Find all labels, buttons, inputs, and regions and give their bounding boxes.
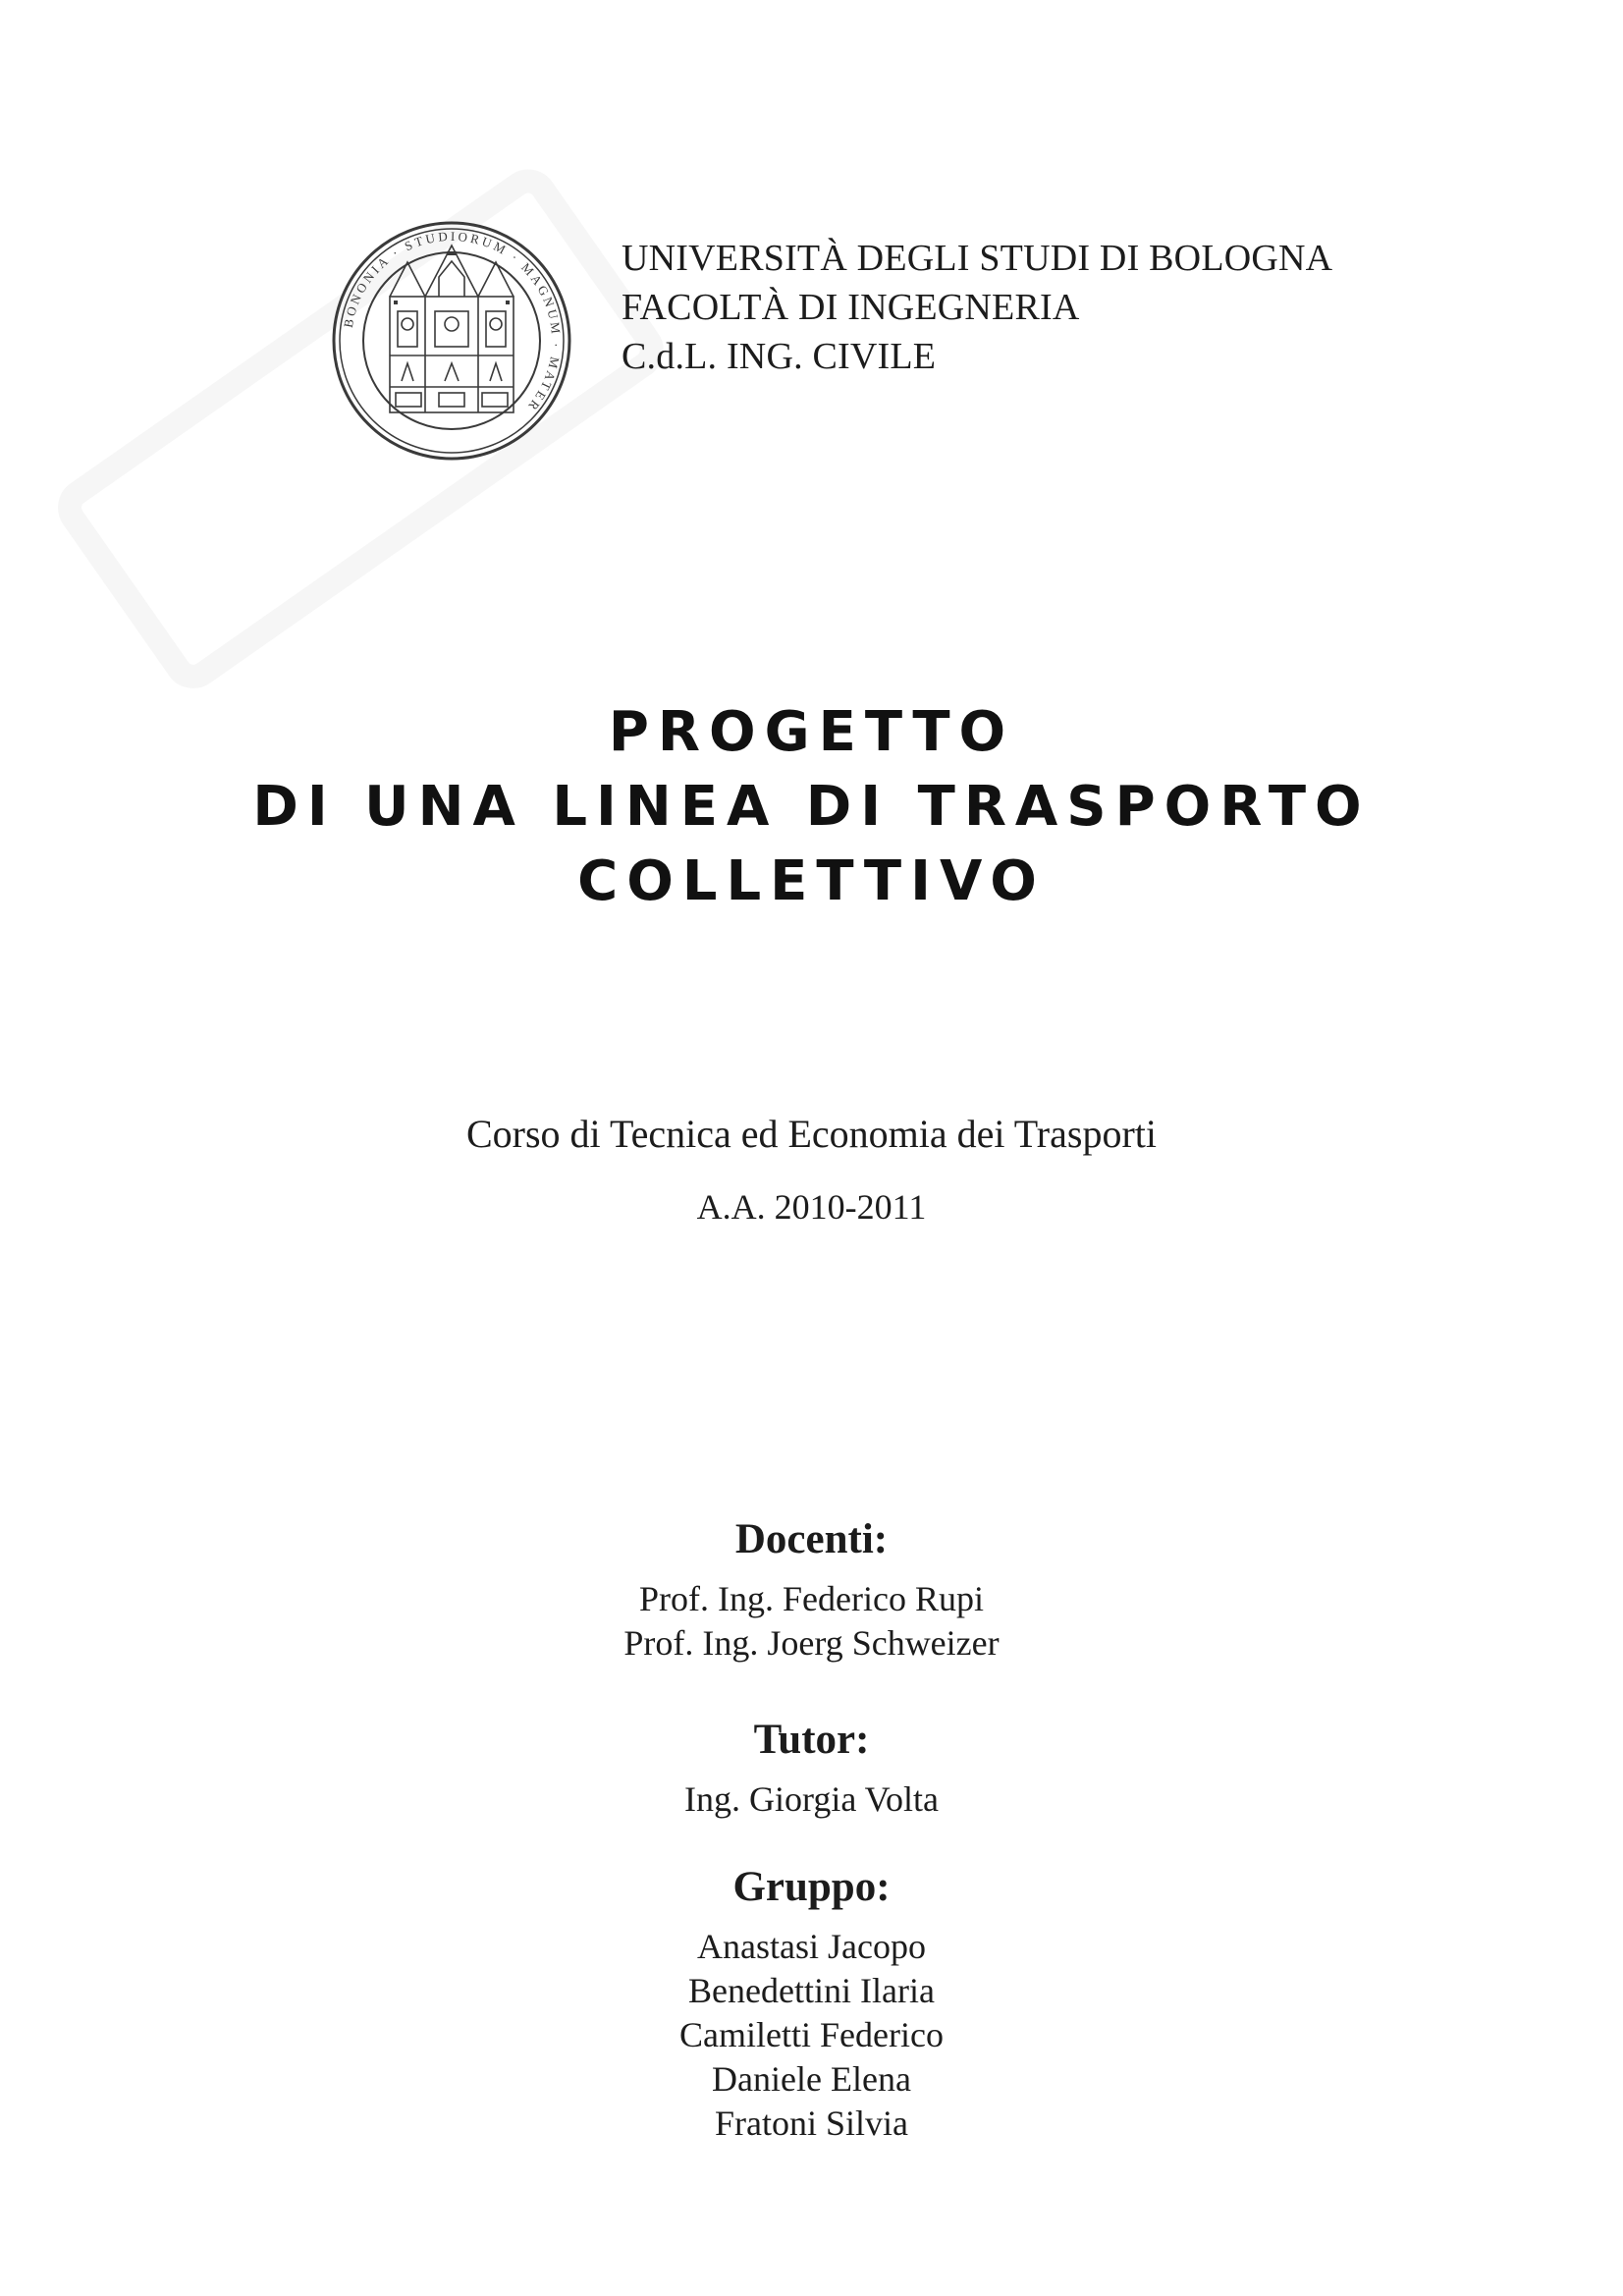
faculty-name: FACOLTÀ DI INGEGNERIA bbox=[622, 287, 1080, 328]
tutor-section bbox=[0, 1713, 1623, 1822]
tutor-name: Ing. Giorgia Volta bbox=[684, 1779, 939, 1819]
docente-name: Prof. Ing. Joerg Schweizer bbox=[623, 1623, 1000, 1663]
group-member-name: Daniele Elena bbox=[712, 2059, 911, 2099]
institution-header bbox=[622, 234, 1332, 381]
docenti-section bbox=[0, 1512, 1623, 1666]
docenti-heading: Docenti: bbox=[734, 1516, 889, 1562]
group-member-name: Fratoni Silvia bbox=[715, 2104, 908, 2143]
title-line-3: COLLETTIVO bbox=[577, 849, 1046, 913]
group-member-name: Anastasi Jacopo bbox=[697, 1927, 926, 1966]
academic-year: A.A. 2010-2011 bbox=[696, 1187, 927, 1227]
title-line-2: DI UNA LINEA DI TRASPORTO bbox=[252, 775, 1371, 839]
course-name: Corso di Tecnica ed Economia dei Trasporti bbox=[465, 1112, 1157, 1156]
group-member-name: Camiletti Federico bbox=[679, 2015, 944, 2054]
university-name: UNIVERSITÀ DEGLI STUDI DI BOLOGNA bbox=[622, 238, 1333, 279]
seal-inscription: BONONIA · STUDIORUM · MAGNUM · MATER bbox=[340, 228, 565, 415]
degree-course: C.d.L. ING. CIVILE bbox=[622, 336, 937, 377]
tutor-heading: Tutor: bbox=[753, 1717, 870, 1763]
university-seal-icon bbox=[329, 218, 574, 464]
docente-name: Prof. Ing. Federico Rupi bbox=[639, 1579, 984, 1618]
document-title bbox=[0, 695, 1623, 919]
title-line-1: PROGETTO bbox=[608, 700, 1015, 764]
gruppo-heading: Gruppo: bbox=[732, 1864, 891, 1910]
group-member-name: Benedettini Ilaria bbox=[688, 1971, 935, 2010]
gruppo-section bbox=[0, 1860, 1623, 2146]
